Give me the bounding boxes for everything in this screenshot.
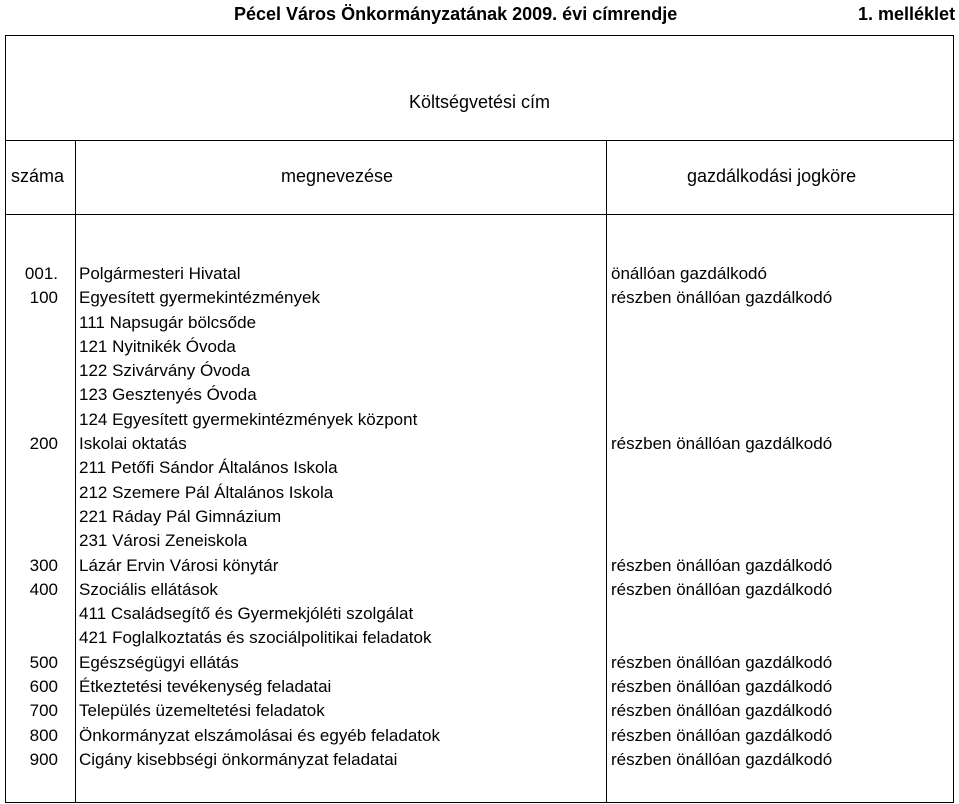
- row-name: Lázár Ervin Városi könytár: [79, 555, 279, 575]
- row-name: Szociális ellátások: [79, 579, 218, 599]
- table-row: [0, 408, 959, 432]
- row-number: 001.: [24, 264, 58, 283]
- row-name: 421 Foglalkoztatás és szociálpolitikai feladatok: [79, 628, 432, 648]
- column-header-authority: gazdálkodási jogköre: [687, 166, 857, 186]
- header-bottom-divider: [5, 214, 954, 215]
- row-name: 121 Nyitnikék Óvoda: [79, 336, 236, 356]
- row-status: részben önállóan gazdálkodó: [611, 434, 833, 454]
- row-status: részben önállóan gazdálkodó: [611, 288, 833, 308]
- table-body: [0, 262, 959, 772]
- row-status: részben önállóan gazdálkodó: [611, 725, 833, 745]
- header-divider: [5, 140, 954, 141]
- table-row: [0, 505, 959, 529]
- section-heading: Költségvetési cím: [408, 92, 551, 112]
- row-name: Egészségügyi ellátás: [79, 652, 239, 672]
- row-name: 122 Szivárvány Óvoda: [79, 361, 251, 381]
- table-row: [0, 699, 959, 723]
- table-row: [0, 286, 959, 310]
- column-header-number: száma: [11, 166, 65, 186]
- table-row: [0, 262, 959, 286]
- table-row: [0, 335, 959, 359]
- table-row: [0, 529, 959, 553]
- row-number: 500: [29, 652, 58, 672]
- table-row: [0, 724, 959, 748]
- row-name: 111 Napsugár bölcsőde: [79, 312, 257, 332]
- row-name: Település üzemeltetési feladatok: [79, 701, 325, 721]
- table-row: [0, 578, 959, 602]
- table-row: [0, 748, 959, 772]
- annex-label: 1. melléklet: [858, 4, 956, 24]
- row-name: 123 Gesztenyés Óvoda: [79, 385, 257, 405]
- row-name: Egyesített gyermekintézmények: [79, 288, 320, 308]
- document-title: Pécel Város Önkormányzatának 2009. évi címrendje: [234, 4, 678, 24]
- row-name: 212 Szemere Pál Általános Iskola: [79, 482, 334, 502]
- table-row: [0, 554, 959, 578]
- row-name: Cigány kisebbségi önkormányzat feladatai: [79, 749, 398, 769]
- row-status: részben önállóan gazdálkodó: [611, 579, 833, 599]
- table-row: [0, 481, 959, 505]
- row-status: részben önállóan gazdálkodó: [611, 652, 833, 672]
- row-status: részben önállóan gazdálkodó: [611, 555, 833, 575]
- row-number: 400: [29, 579, 58, 599]
- row-number: 600: [29, 677, 58, 697]
- column-header-name: megnevezése: [281, 166, 394, 186]
- table-row: [0, 602, 959, 626]
- row-status: önállóan gazdálkodó: [611, 264, 767, 283]
- table-row: [0, 456, 959, 480]
- row-number: 900: [29, 749, 58, 769]
- table-row: [0, 675, 959, 699]
- row-number: 300: [29, 555, 58, 575]
- document-title-bar: [0, 3, 959, 27]
- row-name: 124 Egyesített gyermekintézmények központ: [79, 409, 418, 429]
- table-row: [0, 432, 959, 456]
- table-row: [0, 626, 959, 650]
- table-row: [0, 651, 959, 675]
- row-status: részben önállóan gazdálkodó: [611, 677, 833, 697]
- row-status: részben önállóan gazdálkodó: [611, 701, 833, 721]
- row-name: Iskolai oktatás: [79, 434, 187, 454]
- row-status: részben önállóan gazdálkodó: [611, 749, 833, 769]
- row-name: 221 Ráday Pál Gimnázium: [79, 506, 282, 526]
- row-number: 100: [29, 288, 58, 308]
- table-row: [0, 311, 959, 335]
- row-name: 411 Családsegítő és Gyermekjóléti szolgálat: [79, 604, 414, 624]
- table-row: [0, 359, 959, 383]
- row-number: 200: [29, 434, 58, 454]
- row-name: Önkormányzat elszámolásai és egyéb feladatok: [79, 725, 440, 745]
- row-name: 231 Városi Zeneiskola: [79, 531, 248, 551]
- row-name: Polgármesteri Hivatal: [79, 264, 241, 283]
- row-number: 800: [29, 725, 58, 745]
- table-row: [0, 383, 959, 407]
- row-name: Étkeztetési tevékenység feladatai: [79, 677, 332, 697]
- row-name: 211 Petőfi Sándor Általános Iskola: [79, 458, 338, 478]
- row-number: 700: [29, 701, 58, 721]
